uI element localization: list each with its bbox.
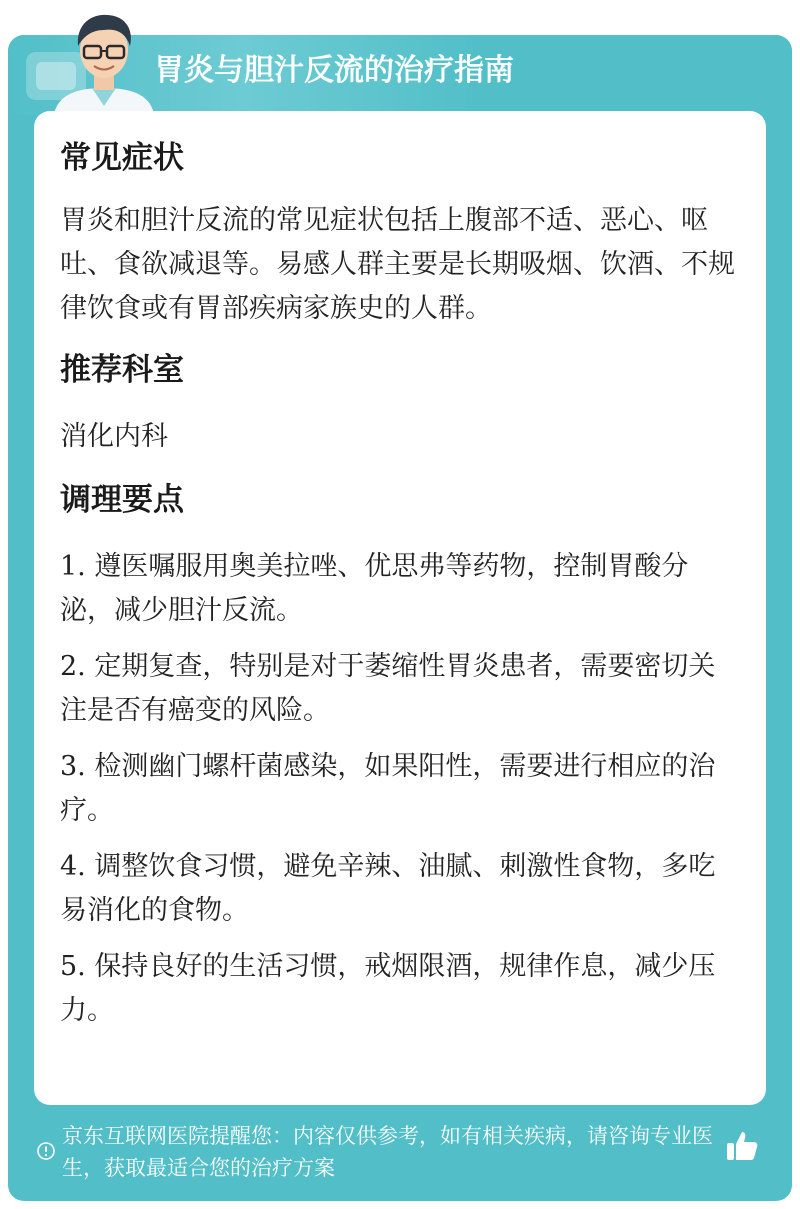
list-item	[60, 845, 740, 933]
doctor-avatar-icon	[44, 6, 164, 114]
list-item-text: 检测幽门螺杆菌感染，如果阳性，需要进行相应的治疗。	[60, 751, 716, 826]
list-item-number: 4.	[60, 851, 86, 882]
list-item-number: 1.	[60, 551, 86, 582]
list-item-text: 保持良好的生活习惯，戒烟限酒，规律作息，减少压力。	[60, 951, 716, 1026]
list-item	[60, 645, 740, 733]
list-item-number: 2.	[60, 651, 86, 682]
list-item-text: 定期复查，特别是对于萎缩性胃炎患者，需要密切关注是否有癌变的风险。	[60, 651, 716, 726]
content-card	[34, 111, 766, 1105]
list-item	[60, 745, 740, 833]
department-heading: 推荐科室	[60, 352, 184, 388]
list-item-number: 3.	[60, 751, 86, 782]
disclaimer-text: 京东互联网医院提醒您：内容仅供参考，如有相关疾病，请咨询专业医生，获取最适合您的治疗方案	[62, 1124, 713, 1180]
list-item-text: 遵医嘱服用奥美拉唑、优思弗等药物，控制胃酸分泌，减少胆汁反流。	[60, 551, 689, 626]
list-item-number: 5.	[60, 951, 86, 982]
list-item-text: 调整饮食习惯，避免辛辣、油腻、刺激性食物，多吃易消化的食物。	[60, 851, 716, 926]
symptoms-heading: 常见症状	[60, 140, 184, 176]
info-icon	[36, 1141, 56, 1161]
care-heading: 调理要点	[60, 482, 184, 518]
care-list	[60, 545, 740, 1033]
symptoms-text: 胃炎和胆汁反流的常见症状包括上腹部不适、恶心、呕吐、食欲减退等。易感人群主要是长期吸烟、饮酒、不规律饮食或有胃部疾病家族史的人群。	[60, 205, 735, 324]
thumbs-up-icon[interactable]	[724, 1128, 760, 1164]
page-title: 胃炎与胆汁反流的治疗指南	[154, 53, 514, 88]
department-text: 消化内科	[60, 421, 168, 452]
list-item	[60, 945, 740, 1033]
list-item	[60, 545, 740, 633]
